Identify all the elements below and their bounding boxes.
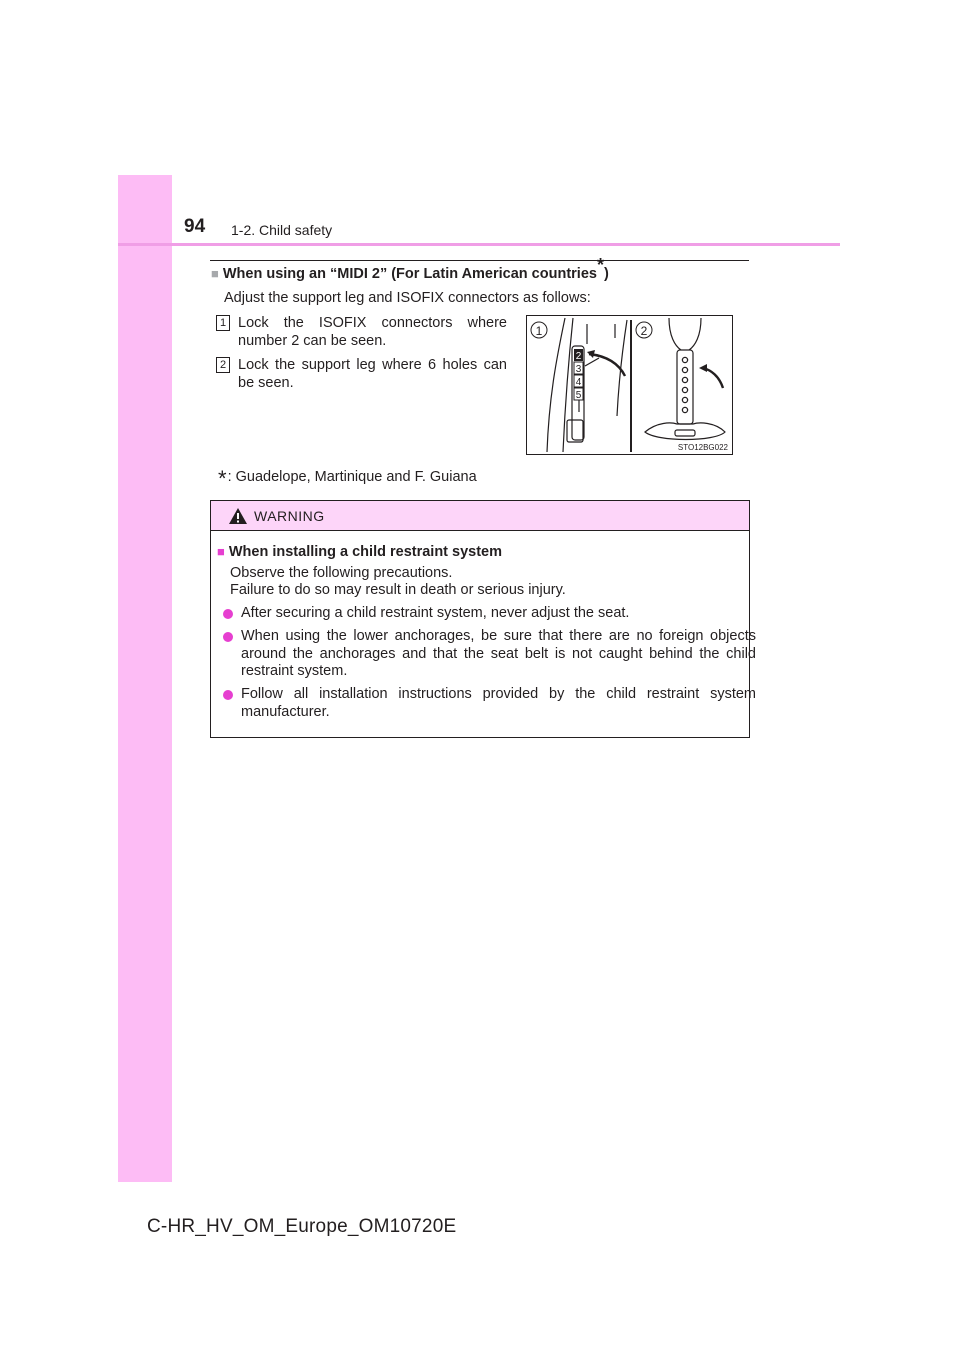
illustration-drawing	[527, 316, 732, 454]
step-number-1: 1	[216, 315, 230, 331]
callout-2-text: 2	[640, 324, 648, 338]
square-bullet-icon: ■	[217, 544, 225, 559]
heading-text: When using an “MIDI 2” (For Latin American countries	[222, 266, 597, 282]
warning-bullet-text-1: After securing a child restraint system, never adjust the seat.	[241, 605, 630, 621]
scale-number-5: 5	[575, 390, 582, 401]
warning-bullet-text-3: Follow all installation instructions provided by the child restraint system manufacturer.	[241, 686, 756, 720]
seat-edge-line	[547, 318, 565, 452]
side-tab-bar	[118, 175, 172, 1182]
scale-number-3: 3	[575, 364, 582, 375]
bullet-dot-icon	[223, 690, 233, 700]
isofix-illustration	[526, 315, 733, 455]
footnote-star: *	[218, 466, 227, 491]
warning-title-text: When installing a child restraint system	[228, 544, 503, 560]
scale-number-2: 2	[575, 351, 582, 362]
footnote-text: : Guadelope, Martinique and F. Guiana	[227, 469, 477, 485]
subsection-heading	[211, 255, 609, 282]
warning-box	[210, 500, 756, 738]
warning-triangle-icon	[228, 507, 248, 525]
step-number-2: 2	[216, 357, 230, 373]
intro-text: Adjust the support leg and ISOFIX connectors as follows:	[224, 290, 591, 306]
warning-label: WARNING	[254, 508, 325, 524]
header-rule	[118, 243, 840, 246]
illustration-code: STO12BG022	[677, 443, 728, 452]
heading-suffix: )	[603, 266, 609, 282]
section-title: 1-2. Child safety	[231, 222, 333, 238]
step-text-2: Lock the support leg where 6 holes can be seen.	[238, 357, 507, 391]
document-id: C-HR_HV_OM_Europe_OM10720E	[147, 1216, 457, 1237]
subsection-rule	[210, 260, 749, 261]
bullet-dot-icon	[223, 609, 233, 619]
warning-line-2: Failure to do so may result in death or serious injury.	[230, 582, 566, 598]
scale-number-4: 4	[575, 377, 582, 388]
heading-footnote-star: *	[596, 255, 604, 276]
callout-1-text: 1	[535, 324, 543, 338]
square-bullet-icon: ■	[211, 266, 219, 281]
warning-line-1: Observe the following precautions.	[230, 565, 453, 581]
footnote	[218, 466, 477, 492]
warning-header	[211, 501, 749, 531]
step-text-1: Lock the ISOFIX connectors where number 2 can be seen.	[238, 315, 507, 349]
page-number: 94	[184, 216, 206, 237]
bullet-dot-icon	[223, 632, 233, 642]
support-leg-holes	[682, 357, 687, 412]
pointer-arrow-1	[589, 354, 625, 376]
warning-bullet-text-2: When using the lower anchorages, be sure that there are no foreign objects around the anchorages and that the seat belt is not caught behind the child restraint system.	[241, 628, 756, 679]
warning-title	[217, 544, 502, 560]
